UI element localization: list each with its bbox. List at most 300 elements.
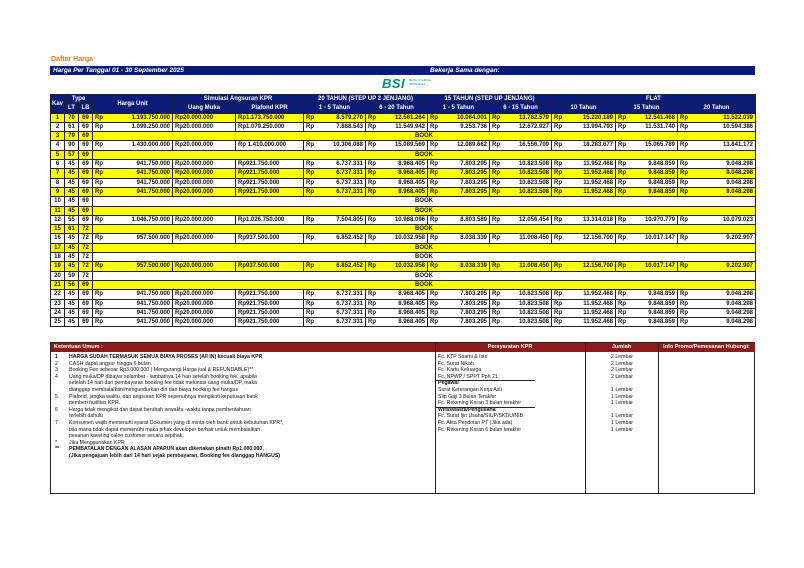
- cell-15-6-15: [490, 318, 552, 327]
- cell-harga-value: 941.750.000: [136, 309, 170, 316]
- currency-label: Rp: [368, 188, 376, 195]
- doc-qty: 1 Lembar: [611, 400, 633, 407]
- currency-label: Rp: [430, 319, 438, 326]
- cell-uang-muka: Rp20.000.000: [173, 262, 236, 271]
- currency-label: Rp: [618, 309, 626, 316]
- cell-uang-muka: Rp20.000.000: [173, 141, 236, 150]
- doc-item: Fc. Rekening Koran 3 bulan terakhir: [438, 400, 522, 407]
- cell-15-1-5: [428, 318, 490, 327]
- cell-lb: 69: [79, 187, 93, 196]
- cell-15-6-15: [490, 262, 552, 271]
- cell-15-1-5-value: 7.803.295: [460, 291, 487, 298]
- cell-lb: 69: [79, 113, 93, 122]
- cell-flat-10: [552, 290, 616, 299]
- currency-label: Rp: [618, 179, 626, 186]
- term-line: [55, 394, 258, 401]
- book-status: BOOK: [93, 150, 756, 159]
- currency-label: Rp: [430, 123, 438, 130]
- cell-15-1-5: [428, 299, 490, 308]
- cell-flat-10: [552, 122, 616, 131]
- doc-item: Fc. Surat Ijin Usaha/SIUP/SKDU/NIB: [438, 413, 524, 420]
- header-kav: Kav: [51, 95, 65, 114]
- cell-15-6-15-value: 10.823.508: [518, 309, 549, 316]
- doc-item: Fc. Kartu Keluarga: [438, 367, 482, 374]
- header-lt: LT: [65, 104, 79, 113]
- doc-qty: 2 Lembar: [611, 354, 633, 360]
- cell-plafond: Rp921.750.000: [236, 160, 304, 169]
- currency-label: Rp: [680, 235, 688, 242]
- currency-label: Rp: [680, 123, 688, 130]
- cell-20-6-20: [366, 160, 428, 169]
- term-text: pemberi fasilitas KPR.: [69, 400, 121, 407]
- page-title: Daftar Harga: [51, 56, 94, 63]
- divider: [435, 343, 436, 493]
- book-status: BOOK: [93, 197, 756, 206]
- cell-flat-10: [552, 262, 616, 271]
- header-type: Type: [65, 95, 93, 104]
- cell-harga-value: 941.750.000: [136, 291, 170, 298]
- cell-lb: 69: [79, 299, 93, 308]
- term-line: [55, 354, 262, 361]
- cell-flat-10-value: 11.952.468: [583, 161, 613, 168]
- cell-kav: 15: [51, 225, 65, 234]
- doc-qty: 2 Lembar: [611, 360, 633, 367]
- cell-flat-15-value: 10.017.147: [644, 263, 675, 270]
- currency-label: Rp: [554, 114, 562, 121]
- cell-lt: 45: [65, 290, 79, 299]
- currency-label: Rp: [430, 170, 438, 177]
- doc-qty: 2 Lembar: [611, 373, 633, 380]
- header-flat: FLAT: [552, 95, 756, 104]
- cell-15-6-15: [490, 308, 552, 317]
- cell-15-1-5-value: 7.803.295: [460, 188, 487, 195]
- currency-label: Rp: [430, 161, 438, 168]
- cell-flat-10: [552, 160, 616, 169]
- currency-label: Rp: [492, 291, 500, 298]
- cell-kav: 16: [51, 234, 65, 243]
- cell-20-1-5: [304, 141, 366, 150]
- cell-uang-muka: Rp20.000.000: [173, 318, 236, 327]
- term-text: PEMBATALAN DENGAN ALASAN APAPUN akan dikenakan pinalti Rp1.000.000,: [69, 446, 264, 453]
- cell-15-6-15-value: 11.008.450: [519, 263, 549, 270]
- currency-label: Rp: [306, 179, 314, 186]
- info-header: Info Promo/Pemesanan Hubungi:: [658, 343, 755, 352]
- book-status: BOOK: [93, 271, 756, 280]
- doc-item: Fc. KTP Suami & Istri: [438, 354, 488, 360]
- cell-lb: 72: [79, 271, 93, 280]
- cell-harga-value: 941.750.000: [136, 170, 170, 177]
- cell-20-1-5-value: 7.504.805: [336, 216, 363, 223]
- cell-15-1-5-value: 7.803.295: [460, 161, 487, 168]
- currency-label: Rp: [368, 170, 376, 177]
- cell-20-1-5-value: 6.737.331: [336, 291, 363, 298]
- table-row: [51, 215, 756, 224]
- currency-label: Rp: [306, 114, 314, 121]
- cell-uang-muka: Rp20.000.000: [173, 299, 236, 308]
- cell-lb: 69: [79, 160, 93, 169]
- header-flat-20: 20 Tahun: [678, 104, 756, 113]
- table-row: [51, 178, 756, 187]
- cell-harga: [93, 234, 173, 243]
- term-line: [55, 433, 184, 440]
- cell-kav: 23: [51, 299, 65, 308]
- cell-20-1-5-value: 6.852.452: [336, 263, 363, 270]
- term-text: Uang muka/DP dibayar selambat - lambatnya 14 hari setelah booking fee, apabila: [69, 373, 257, 380]
- cell-15-1-5: [428, 122, 490, 131]
- table-row: [51, 122, 756, 131]
- cell-flat-15: [616, 187, 678, 196]
- cell-20-6-20: [366, 141, 428, 150]
- doc-qty: 1 Lembar: [611, 393, 633, 400]
- cell-flat-15-value: 9.848.859: [648, 291, 675, 298]
- cell-lb: 69: [79, 318, 93, 327]
- cell-kav: 22: [51, 290, 65, 299]
- table-row: [51, 271, 756, 280]
- cell-flat-10-value: 11.952.468: [583, 291, 613, 298]
- term-line: [55, 361, 152, 368]
- term-number: 5: [55, 393, 58, 400]
- cell-flat-20-value: 9.048.298: [726, 170, 753, 177]
- cell-uang-muka: Rp20.000.000: [173, 187, 236, 196]
- doc-item: Fc. Surat Nikah: [438, 360, 474, 367]
- doc-item: Fc. Rekening Koran 6 bulan terakhir: [438, 426, 522, 433]
- book-status: BOOK: [93, 280, 756, 289]
- cell-15-6-15: [490, 187, 552, 196]
- cell-20-1-5: [304, 113, 366, 122]
- cell-flat-15-value: 9.848.859: [648, 188, 675, 195]
- cell-15-6-15: [490, 215, 552, 224]
- term-line: [55, 400, 120, 407]
- term-line: [55, 453, 280, 460]
- cell-kav: 6: [51, 160, 65, 169]
- currency-label: Rp: [306, 235, 314, 242]
- currency-label: Rp: [492, 188, 500, 195]
- currency-label: Rp: [554, 263, 562, 270]
- book-status: BOOK: [93, 225, 756, 234]
- table-row: [51, 280, 756, 289]
- cell-20-1-5: [304, 262, 366, 271]
- term-line: [55, 440, 125, 447]
- cell-20-1-5-value: 6.737.331: [336, 319, 363, 326]
- table-row: [51, 225, 756, 234]
- currency-label: Rp: [618, 300, 626, 307]
- doc-qty: 1 Lembar: [611, 387, 633, 393]
- currency-label: Rp: [95, 309, 103, 316]
- cell-20-6-20: [366, 178, 428, 187]
- currency-label: Rp: [554, 291, 562, 298]
- header-20-6-20: 6 - 20 Tahun: [366, 104, 428, 113]
- currency-label: Rp: [368, 114, 376, 121]
- cell-flat-15-value: 15.065.789: [644, 142, 675, 149]
- currency-label: Rp: [492, 142, 500, 149]
- currency-label: Rp: [492, 319, 500, 326]
- cell-flat-20: [678, 290, 756, 299]
- cell-lt: 45: [65, 234, 79, 243]
- currency-label: Rp: [680, 114, 688, 121]
- cell-20-1-5: [304, 169, 366, 178]
- cell-flat-15: [616, 299, 678, 308]
- header-plafond: Plafond KPR: [236, 104, 304, 113]
- cell-20-1-5: [304, 290, 366, 299]
- currency-label: Rp: [306, 216, 314, 223]
- cell-20-6-20-value: 8.968.405: [398, 291, 425, 298]
- currency-label: Rp: [430, 179, 438, 186]
- cell-15-6-15-value: 10.823.508: [518, 179, 549, 186]
- currency-label: Rp: [618, 291, 626, 298]
- currency-label: Rp: [554, 235, 562, 242]
- term-number: *: [55, 439, 58, 446]
- cell-lt: 45: [65, 169, 79, 178]
- cell-15-1-5: [428, 290, 490, 299]
- cell-15-1-5: [428, 187, 490, 196]
- currency-label: Rp: [554, 319, 562, 326]
- cell-lt: 61: [65, 225, 79, 234]
- currency-label: Rp: [368, 161, 376, 168]
- cell-20-1-5: [304, 299, 366, 308]
- cell-15-1-5-value: 12.089.662: [456, 142, 487, 149]
- terms-header: Ketentuan Umum :: [51, 343, 435, 352]
- cell-20-1-5-value: 6.737.331: [336, 170, 363, 177]
- cell-15-1-5-value: 7.803.295: [460, 300, 487, 307]
- cell-harga-value: 941.750.000: [136, 188, 170, 195]
- cell-20-1-5-value: 10.306.088: [332, 142, 363, 149]
- doc-item: Fc. NPWP / SPPT Pph 21: [438, 373, 498, 380]
- cell-15-1-5: [428, 169, 490, 178]
- cell-lt: 70: [65, 113, 79, 122]
- cell-lt: 45: [65, 318, 79, 327]
- cell-flat-15: [616, 122, 678, 131]
- table-row: [51, 234, 756, 243]
- currency-label: Rp: [492, 170, 500, 177]
- currency-label: Rp: [95, 179, 103, 186]
- cell-uang-muka: Rp20.000.000: [173, 234, 236, 243]
- cell-15-6-15: [490, 299, 552, 308]
- cell-lt: 56: [65, 280, 79, 289]
- doc-item: Pegawai: [438, 380, 459, 387]
- cell-15-6-15-value: 16.556.709: [518, 142, 549, 149]
- cell-20-1-5-value: 8.579.270: [336, 114, 363, 121]
- currency-label: Rp: [618, 263, 626, 270]
- currency-label: Rp: [306, 170, 314, 177]
- cell-20-1-5-value: 6.737.331: [336, 309, 363, 316]
- cell-kav: 20: [51, 271, 65, 280]
- term-number: **: [55, 446, 60, 453]
- cell-flat-20-value: 9.048.298: [726, 319, 753, 326]
- currency-label: Rp: [554, 170, 562, 177]
- cell-plafond: Rp921.750.000: [236, 178, 304, 187]
- cell-flat-15-value: 9.848.859: [648, 300, 675, 307]
- currency-label: Rp: [95, 235, 103, 242]
- cell-15-6-15: [490, 169, 552, 178]
- currency-label: Rp: [368, 179, 376, 186]
- cell-15-1-5: [428, 113, 490, 122]
- cell-flat-10: [552, 299, 616, 308]
- currency-label: Rp: [492, 216, 500, 223]
- header-20-tahun: 20 TAHUN (STEP UP 2 JENJANG): [304, 95, 428, 104]
- cell-lb: 69: [79, 290, 93, 299]
- currency-label: Rp: [680, 309, 688, 316]
- cell-kav: 25: [51, 318, 65, 327]
- doc-qty: 1 Lembar: [611, 413, 633, 420]
- term-line: [55, 413, 103, 420]
- cell-20-6-20: [366, 169, 428, 178]
- currency-label: Rp: [306, 142, 314, 149]
- qty-header: Jumlah: [585, 343, 658, 352]
- cell-15-6-15-value: 13.782.579: [518, 114, 549, 121]
- term-text: terlebih dahulu: [69, 413, 104, 420]
- cell-harga: [93, 318, 173, 327]
- cell-flat-10: [552, 169, 616, 178]
- cell-harga-value: 941.750.000: [136, 319, 170, 326]
- cell-20-6-20: [366, 187, 428, 196]
- table-row: [51, 243, 756, 252]
- cell-lt: 45: [65, 197, 79, 206]
- currency-label: Rp: [430, 114, 438, 121]
- cell-15-6-15: [490, 141, 552, 150]
- currency-label: Rp: [492, 235, 500, 242]
- cell-flat-20-value: 9.048.298: [726, 188, 753, 195]
- table-row: [51, 262, 756, 271]
- cell-flat-15: [616, 178, 678, 187]
- term-text: CASH dapat angsur hingga 6 bulan.: [69, 360, 153, 367]
- cell-flat-10: [552, 178, 616, 187]
- cell-20-6-20: [366, 122, 428, 131]
- currency-label: Rp: [680, 291, 688, 298]
- cell-lb: 69: [79, 280, 93, 289]
- cell-flat-10-value: 18.283.677: [582, 142, 613, 149]
- price-table-body: [51, 113, 756, 327]
- cell-flat-15-value: 12.541.468: [644, 114, 675, 121]
- book-status: BOOK: [93, 253, 756, 262]
- cell-kav: 9: [51, 187, 65, 196]
- cell-flat-20: [678, 318, 756, 327]
- cell-lt: 45: [65, 253, 79, 262]
- currency-label: Rp: [618, 235, 626, 242]
- currency-label: Rp: [95, 161, 103, 168]
- cell-15-6-15-value: 10.823.508: [518, 188, 549, 195]
- cell-flat-20-value: 10.594.386: [722, 123, 753, 130]
- currency-label: Rp: [618, 123, 626, 130]
- cell-harga-value: 957.500.000: [136, 235, 170, 242]
- cell-15-1-5: [428, 178, 490, 187]
- cell-lt: 45: [65, 243, 79, 252]
- cell-20-6-20: [366, 299, 428, 308]
- currency-label: Rp: [306, 319, 314, 326]
- cell-flat-10: [552, 113, 616, 122]
- cell-kav: 1: [51, 113, 65, 122]
- bsi-logo: [382, 76, 442, 93]
- cell-plafond: Rp921.750.000: [236, 318, 304, 327]
- term-line: [55, 374, 257, 381]
- cell-flat-15: [616, 169, 678, 178]
- header-flat-15: 15 Tahun: [616, 104, 678, 113]
- cell-20-6-20-value: 10.988.096: [394, 216, 425, 223]
- currency-label: Rp: [680, 170, 688, 177]
- currency-label: Rp: [430, 291, 438, 298]
- header-lb: LB: [79, 104, 93, 113]
- table-row: [51, 160, 756, 169]
- cell-kav: 17: [51, 243, 65, 252]
- cell-20-6-20: [366, 234, 428, 243]
- cell-harga-value: 1.046.750.000: [131, 216, 170, 223]
- cell-15-1-5-value: 7.803.295: [460, 319, 487, 326]
- currency-label: Rp: [306, 309, 314, 316]
- cell-20-6-20: [366, 113, 428, 122]
- table-row: [51, 290, 756, 299]
- cell-harga: [93, 113, 173, 122]
- cell-harga: [93, 141, 173, 150]
- cell-flat-15-value: 9.848.859: [648, 309, 675, 316]
- currency-label: Rp: [680, 161, 688, 168]
- logo-subtext: BANK SYARIAH INDONESIA: [409, 78, 431, 86]
- cell-flat-15-value: 11.531.740: [645, 123, 675, 130]
- cell-plafond: Rp937.500.000: [236, 262, 304, 271]
- cell-flat-15: [616, 141, 678, 150]
- cell-lb: 69: [79, 150, 93, 159]
- term-text: Jika Menggunakan KPR: [69, 439, 125, 446]
- cell-kav: 24: [51, 308, 65, 317]
- currency-label: Rp: [368, 216, 376, 223]
- currency-label: Rp: [618, 114, 626, 121]
- cell-flat-10-value: 11.952.468: [583, 319, 613, 326]
- cell-harga: [93, 160, 173, 169]
- cell-harga-value: 1.099.250.000: [131, 123, 170, 130]
- cell-plafond: Rp1.079.250.000: [236, 122, 304, 131]
- currency-label: Rp: [430, 188, 438, 195]
- cell-15-1-5-value: 7.803.295: [460, 170, 487, 177]
- cell-flat-10-value: 15.220.189: [582, 114, 613, 121]
- cell-15-6-15: [490, 160, 552, 169]
- cell-20-6-20-value: 8.968.405: [398, 188, 425, 195]
- cell-15-6-15-value: 10.823.508: [518, 319, 549, 326]
- term-line: [55, 387, 238, 394]
- cell-harga: [93, 262, 173, 271]
- cell-flat-15: [616, 113, 678, 122]
- cell-20-1-5-value: 7.888.543: [336, 123, 363, 130]
- cell-lt: 45: [65, 262, 79, 271]
- cell-20-1-5: [304, 122, 366, 131]
- cell-lb: 69: [79, 178, 93, 187]
- currency-label: Rp: [618, 161, 626, 168]
- term-text: Booking Fee sebesar Rp3.000.000 ( Mengurangi Harga jual & REFUNDABLE)**: [69, 367, 254, 374]
- currency-label: Rp: [368, 300, 376, 307]
- cell-lb: 69: [79, 215, 93, 224]
- doc-qty: 2 Lembar: [611, 367, 633, 374]
- cell-flat-10-value: 11.952.468: [583, 170, 613, 177]
- cell-lt: 45: [65, 308, 79, 317]
- term-text: Harga tidak mengikat dan dapat berubah sewaktu -waktu tanpa pemberitahuan: [69, 406, 251, 413]
- currency-label: Rp: [554, 161, 562, 168]
- cell-20-6-20-value: 15.089.569: [394, 142, 425, 149]
- cell-flat-15-value: 9.848.859: [648, 319, 675, 326]
- cell-flat-20-value: 9.202.907: [726, 235, 753, 242]
- partner-label: Bekerja Sama dengan:: [430, 67, 500, 74]
- cell-uang-muka: Rp20.000.000: [173, 122, 236, 131]
- cell-lb: 72: [79, 234, 93, 243]
- cell-lt: 55: [65, 215, 79, 224]
- cell-flat-20: [678, 141, 756, 150]
- cell-flat-10-value: 11.952.468: [583, 300, 613, 307]
- cell-flat-20-value: 9.202.907: [726, 263, 753, 270]
- cell-flat-15: [616, 262, 678, 271]
- cell-20-6-20: [366, 308, 428, 317]
- term-text: bila mana tidak dapat memenuhi maka pihak developer berhak untuk membatalkan: [69, 426, 261, 433]
- currency-label: Rp: [368, 309, 376, 316]
- currency-label: Rp: [306, 300, 314, 307]
- cell-kav: 12: [51, 215, 65, 224]
- cell-lb: 72: [79, 243, 93, 252]
- cell-flat-10: [552, 215, 616, 224]
